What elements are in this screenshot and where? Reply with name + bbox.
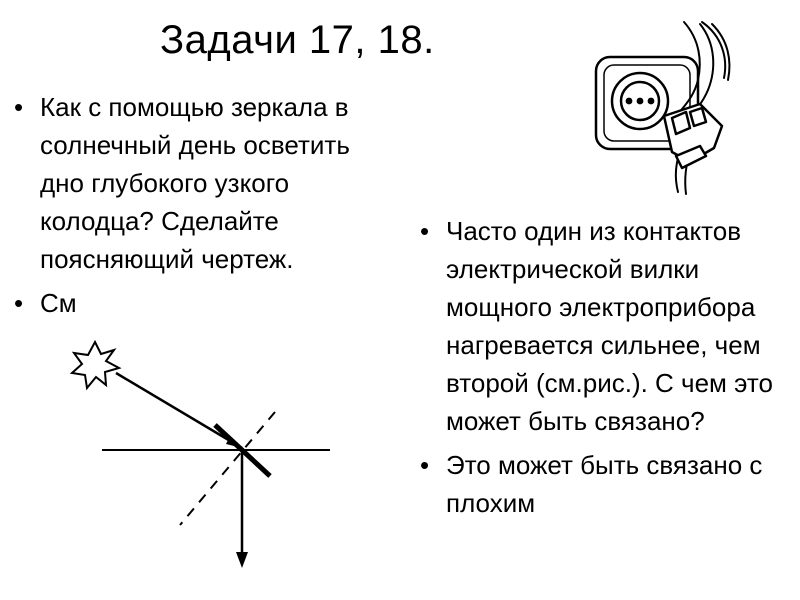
task-17-text: Как с помощью зеркала в солнечный день осветить дно глубокого узкого колодца? Сделайте поясняющий чертеж. [40, 92, 350, 274]
answer-18-text: Это может быть связано с плохим [446, 450, 763, 518]
bullet-marker: • [14, 92, 24, 122]
plug-icon [664, 104, 722, 168]
bullet-marker: • [14, 288, 24, 318]
socket-holes [626, 98, 655, 105]
hidden-answer-text: См [40, 288, 77, 318]
bullet-marker: • [420, 216, 430, 246]
task-18-text: Часто один из контактов электрической вилки мощного электроприбора нагревается сильнее, чем второй (см.рис.). С чем это может быть связано? [446, 216, 773, 436]
slide-title: Задачи 17, 18. [160, 18, 435, 62]
bullet-marker: • [420, 450, 430, 480]
